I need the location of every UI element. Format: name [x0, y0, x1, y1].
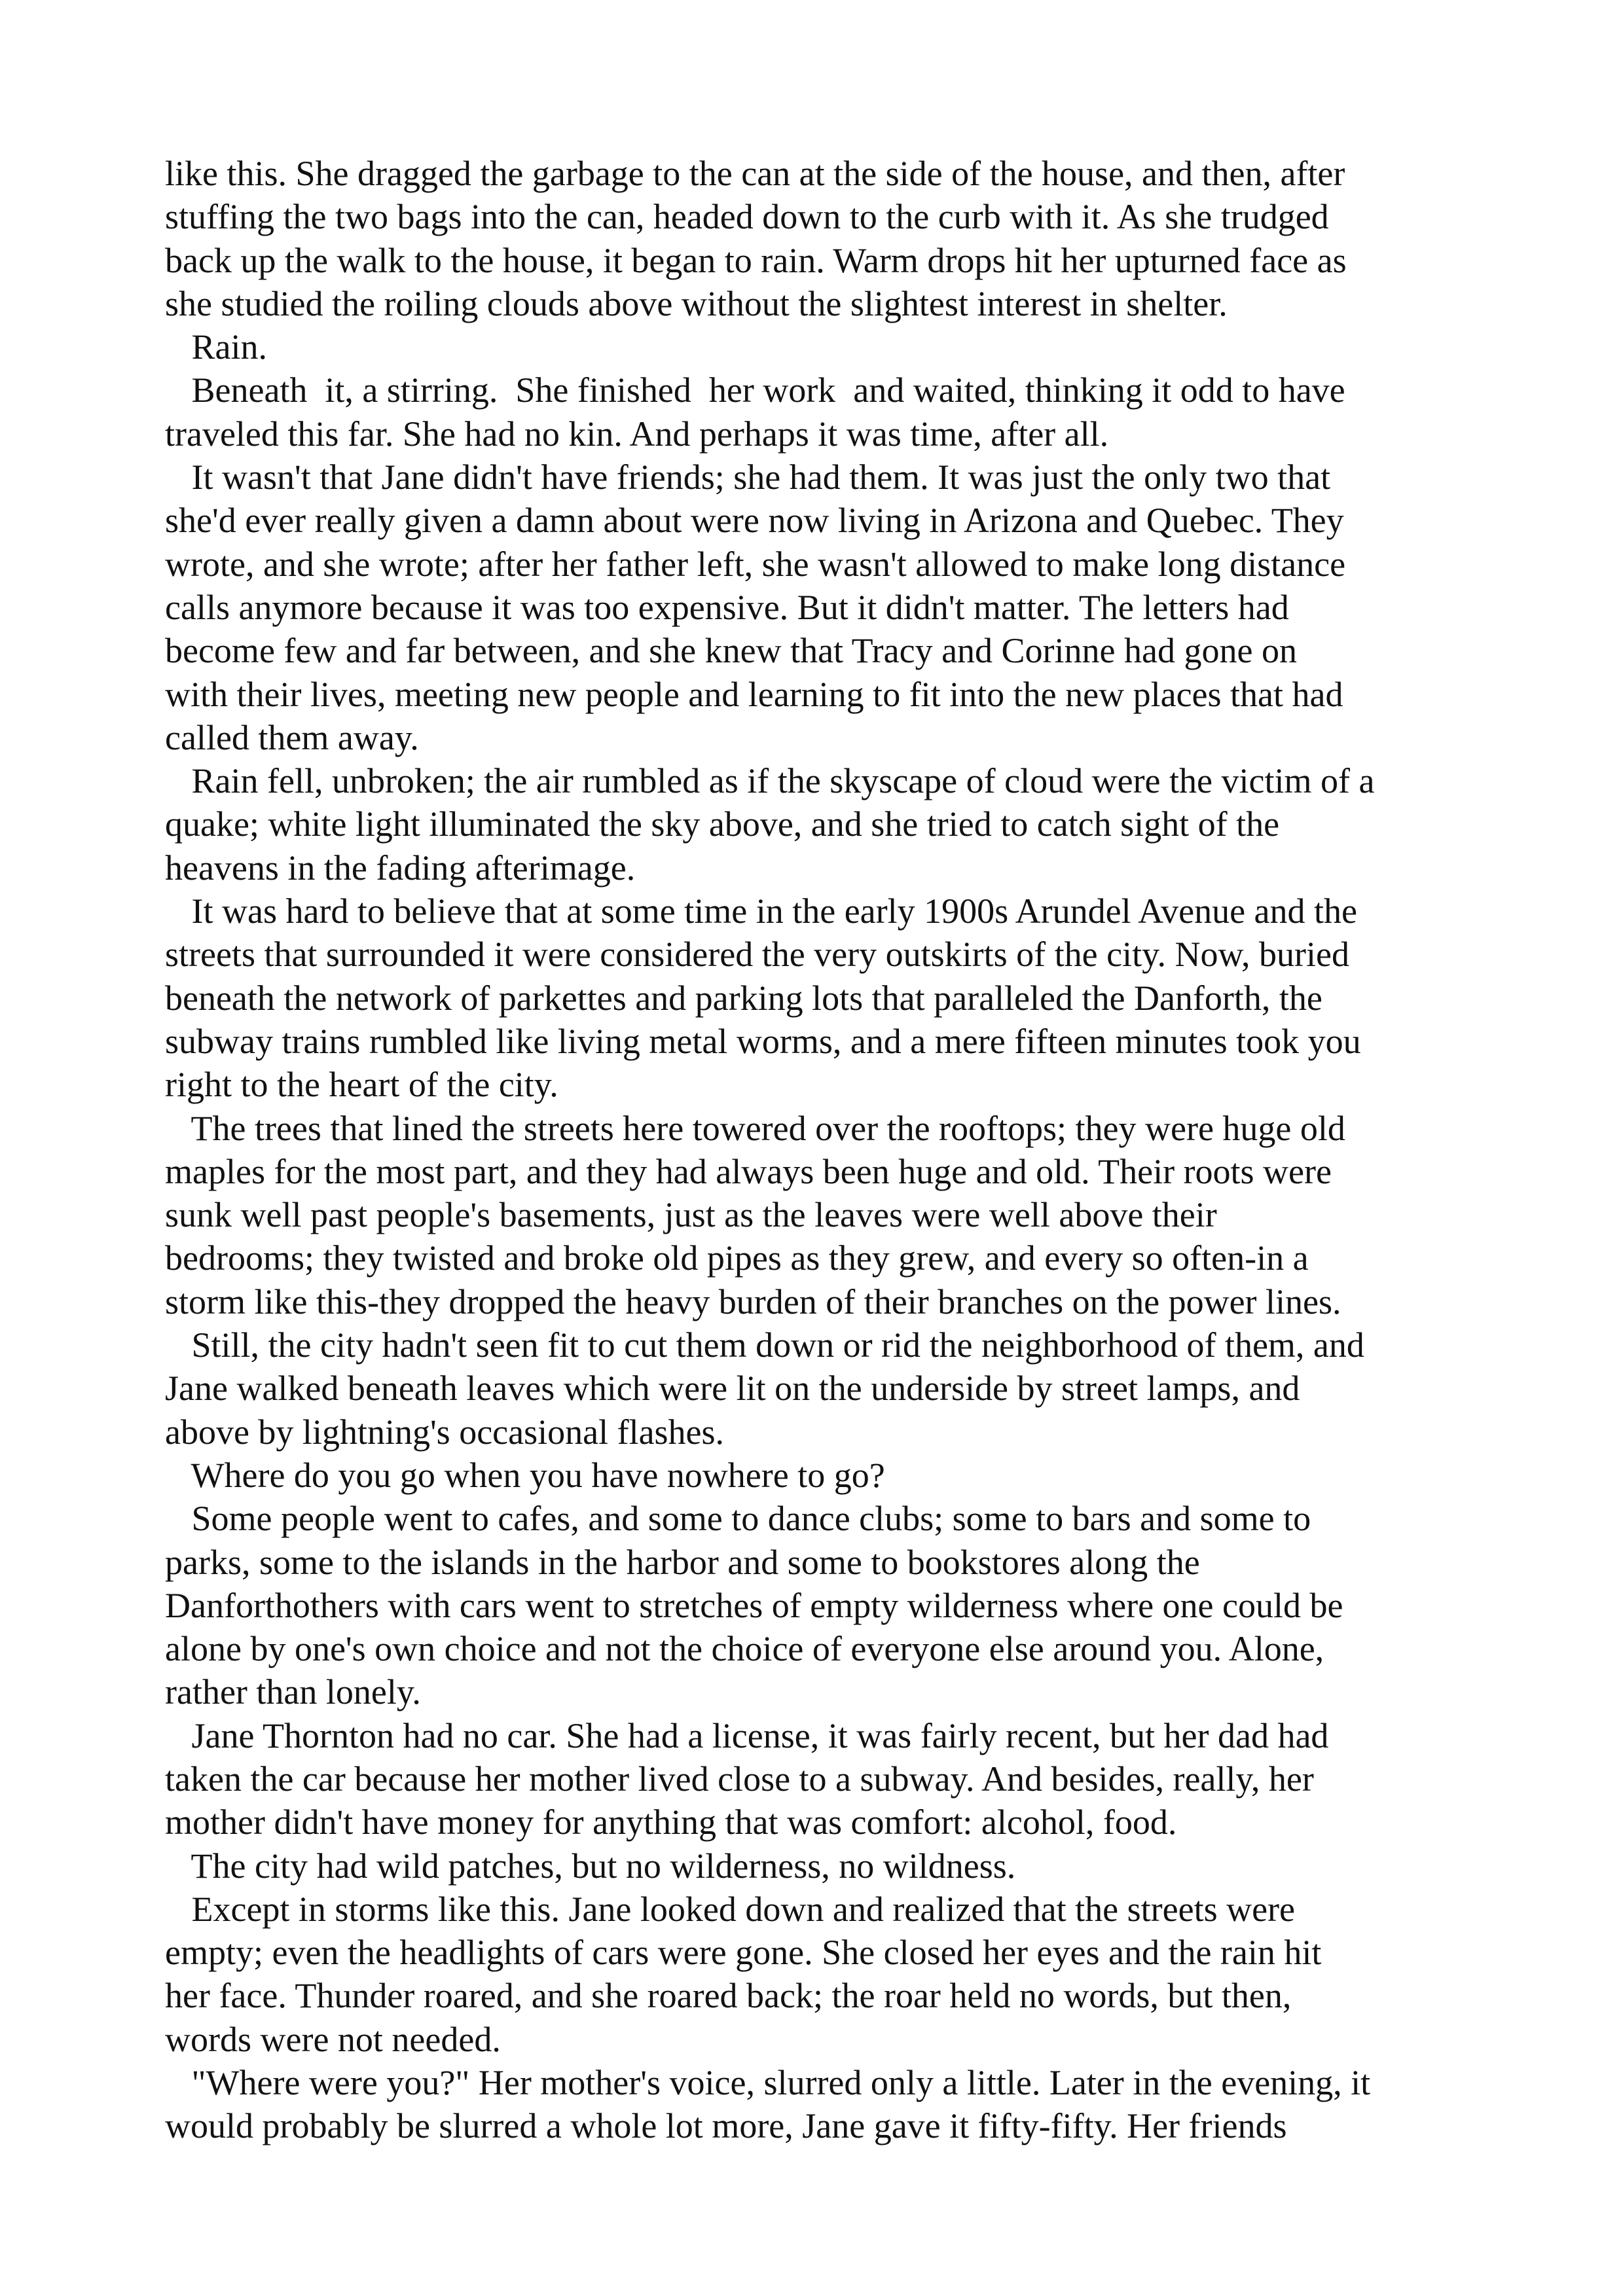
text-line: she studied the roiling clouds above without the slightest interest in shelter.	[165, 283, 1228, 323]
text-line: back up the walk to the house, it began to rain. Warm drops hit her upturned face as	[165, 240, 1347, 280]
text-line: Beneath it, a stirring. She finished her work and waited, thinking it odd to have	[165, 370, 1345, 410]
text-line: quake; white light illuminated the sky above, and she tried to catch sight of the	[165, 804, 1280, 844]
text-line: like this. She dragged the garbage to the can at the side of the house, and then, after	[165, 154, 1345, 193]
text-line: "Where were you?" Her mother's voice, slurred only a little. Later in the evening, it	[165, 2063, 1371, 2103]
text-line: Rain.	[165, 327, 267, 367]
text-line: heavens in the fading afterimage.	[165, 848, 636, 888]
text-line: beneath the network of parkettes and parking lots that paralleled the Danforth, the	[165, 978, 1322, 1018]
text-line: would probably be slurred a whole lot more, Jane gave it fifty-fifty. Her friends	[165, 2106, 1287, 2146]
text-line: It was hard to believe that at some time in the early 1900s Arundel Avenue and the	[165, 891, 1357, 931]
text-line: Some people went to cafes, and some to dance clubs; some to bars and some to	[165, 1499, 1311, 1539]
document-page	[165, 152, 1514, 2148]
text-line: with their lives, meeting new people and learning to fit into the new places that had	[165, 674, 1343, 714]
text-line: bedrooms; they twisted and broke old pipes as they grew, and every so often-in a	[165, 1238, 1309, 1278]
text-line: The city had wild patches, but no wilderness, no wildness.	[165, 1846, 1016, 1886]
text-line: alone by one's own choice and not the choice of everyone else around you. Alone,	[165, 1629, 1324, 1669]
text-line: It wasn't that Jane didn't have friends; she had them. It was just the only two that	[165, 457, 1331, 497]
text-line: Rain fell, unbroken; the air rumbled as if the skyscape of cloud were the victim of a	[165, 761, 1375, 801]
text-line: Jane walked beneath leaves which were lit on the underside by street lamps, and	[165, 1369, 1300, 1408]
text-line: parks, some to the islands in the harbor and some to bookstores along the	[165, 1542, 1200, 1582]
text-line: called them away.	[165, 717, 419, 757]
text-line: words were not needed.	[165, 2019, 501, 2059]
text-line: above by lightning's occasional flashes.	[165, 1412, 725, 1452]
text-line: maples for the most part, and they had always been huge and old. Their roots were	[165, 1151, 1332, 1191]
text-line: taken the car because her mother lived close to a subway. And besides, really, her	[165, 1759, 1314, 1799]
text-line: Jane Thornton had no car. She had a license, it was fairly recent, but her dad had	[165, 1715, 1329, 1755]
text-line: sunk well past people's basements, just as the leaves were well above their	[165, 1195, 1217, 1235]
text-line: wrote, and she wrote; after her father left, she wasn't allowed to make long distance	[165, 544, 1346, 584]
text-line: mother didn't have money for anything that was comfort: alcohol, food.	[165, 1803, 1177, 1842]
text-line: storm like this-they dropped the heavy burden of their branches on the power lines.	[165, 1282, 1341, 1321]
text-line: her face. Thunder roared, and she roared back; the roar held no words, but then,	[165, 1976, 1292, 2016]
text-line: empty; even the headlights of cars were gone. She closed her eyes and the rain hit	[165, 1933, 1322, 1973]
text-line: Except in storms like this. Jane looked down and realized that the streets were	[165, 1889, 1295, 1929]
text-line: traveled this far. She had no kin. And perhaps it was time, after all.	[165, 414, 1109, 454]
text-line: stuffing the two bags into the can, headed down to the curb with it. As she trudged	[165, 197, 1329, 237]
text-line: she'd ever really given a damn about were now living in Arizona and Quebec. They	[165, 501, 1344, 541]
text-line: right to the heart of the city.	[165, 1065, 558, 1105]
text-line: The trees that lined the streets here towered over the rooftops; they were huge old	[165, 1108, 1345, 1148]
text-line: Where do you go when you have nowhere to go?	[165, 1455, 885, 1495]
text-line: become few and far between, and she knew that Tracy and Corinne had gone on	[165, 631, 1297, 671]
text-line: Danforthothers with cars went to stretches of empty wilderness where one could be	[165, 1585, 1343, 1625]
text-line: calls anymore because it was too expensive. But it didn't matter. The letters had	[165, 587, 1289, 627]
text-line: rather than lonely.	[165, 1672, 421, 1712]
text-line: Still, the city hadn't seen fit to cut them down or rid the neighborhood of them, and	[165, 1325, 1364, 1365]
text-line: streets that surrounded it were considered the very outskirts of the city. Now, buried	[165, 935, 1349, 975]
text-line: subway trains rumbled like living metal worms, and a mere fifteen minutes took you	[165, 1021, 1361, 1061]
